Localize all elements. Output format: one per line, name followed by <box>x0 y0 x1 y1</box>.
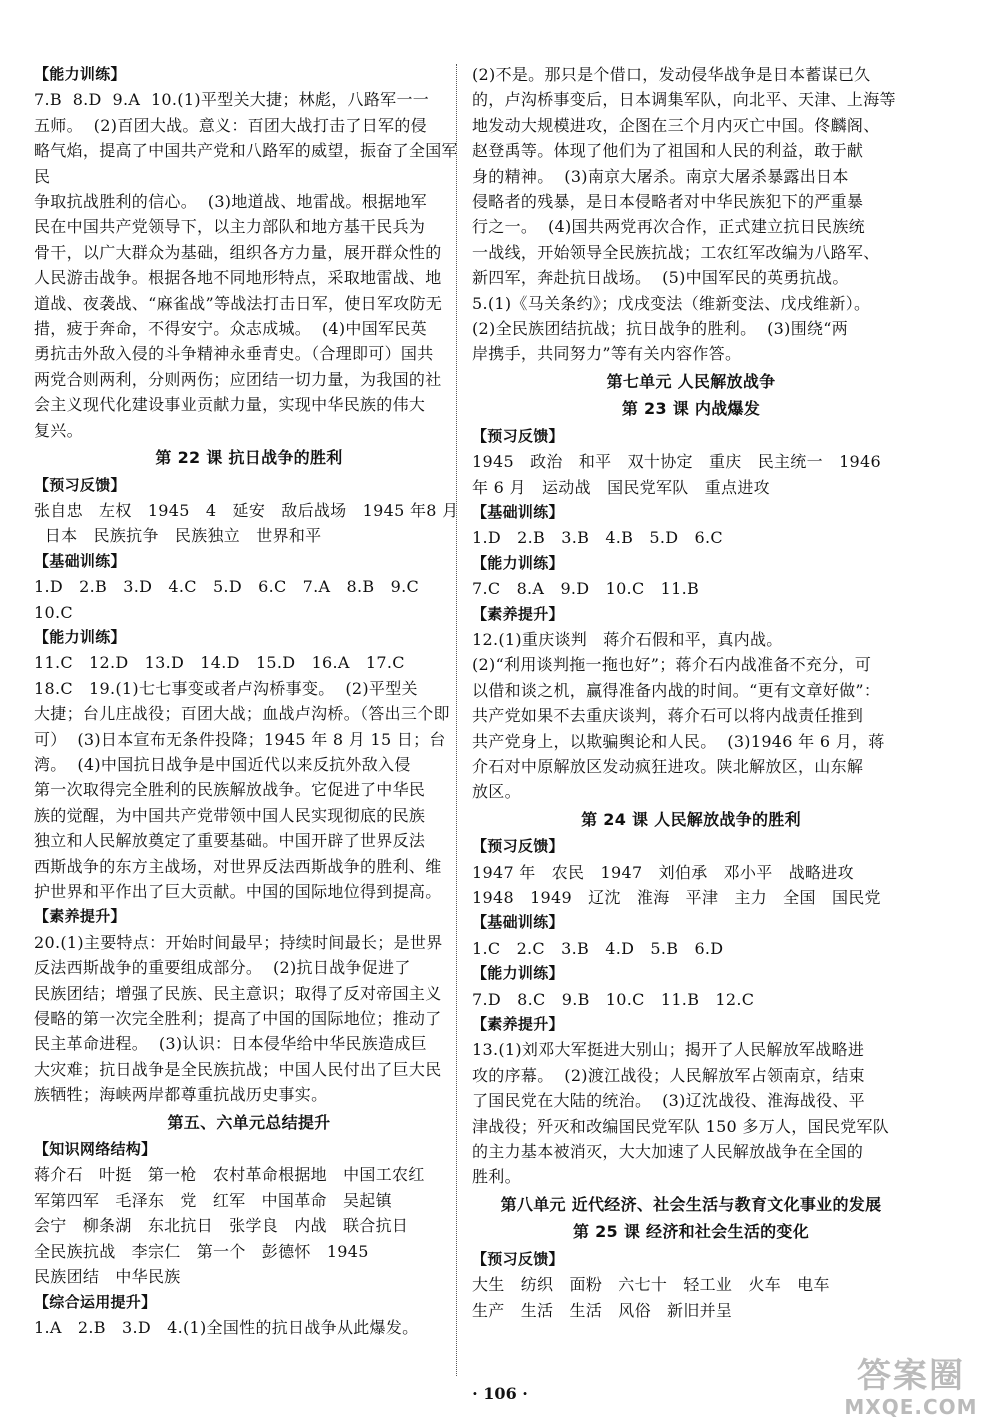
answer-line: 全民族抗战 李宗仁 第一个 彭德怀 1945 <box>34 1241 369 1261</box>
answer-line: (2)“利用谈判拖一拖也好”；蒋介石内战准备不充分，可 <box>472 655 872 675</box>
answer-line: 大生 纺织 面粉 六七十 轻工业 火车 电车 <box>472 1275 830 1295</box>
answer-line: 侵略者的残暴，是日本侵略者对中华民族犯下的严重暴 <box>472 192 864 212</box>
right-column <box>472 62 910 1323</box>
answer-line: 5.(1)《马关条约》；戊戌变法（维新变法、戊戌维新）。 <box>472 293 871 313</box>
answer-line: 军第四军 毛泽东 党 红军 中国革命 吴起镇 <box>34 1190 392 1210</box>
answer-line: 18.C 19.(1)七七事变或者卢沟桥事变。 (2)平型关 <box>34 678 418 698</box>
answer-line: 10.C <box>34 602 73 622</box>
answer-line: 1.D 2.B 3.B 4.B 5.D 6.C <box>472 528 723 548</box>
answer-line: 岸携手，共同努力”等有关内容作答。 <box>472 344 742 364</box>
answer-line: 13.(1)刘邓大军挺进大别山；揭开了人民解放军战略进 <box>472 1040 865 1060</box>
answer-line: 了国民党在大陆的统治。 (3)辽沈战役、淮海战役、平 <box>472 1091 865 1111</box>
answer-line: 地发动大规模进攻，企图在三个月内灭亡中国。佟麟阁、 <box>472 115 880 135</box>
answer-line: 日本 民族抗争 民族独立 世界和平 <box>34 526 322 546</box>
answer-line: 年 6 月 运动战 国民党军队 重点进攻 <box>472 477 770 497</box>
left-column <box>34 62 464 1340</box>
answer-line: 道战、夜袭战、“麻雀战”等战法打击日军，使日军攻防无 <box>34 293 443 313</box>
lesson-title: 第 23 课 内战爆发 <box>621 399 761 419</box>
answer-line: 1947 年 农民 1947 刘伯承 邓小平 战略进攻 <box>472 862 854 882</box>
section-heading: 【预习反馈】 <box>472 1249 564 1268</box>
section-heading: 【预习反馈】 <box>472 426 564 445</box>
watermark-bottom: MXQE.COM <box>844 1395 978 1419</box>
answer-line: 反法西斯战争的重要组成部分。 (2)抗日战争促进了 <box>34 958 411 978</box>
answer-line: 会宁 柳条湖 东北抗日 张学良 内战 联合抗日 <box>34 1216 409 1236</box>
answer-line: 1945 政治 和平 双十协定 重庆 民主统一 1946 <box>472 452 881 472</box>
answer-line: 新四军，奔赴抗日战场。 (5)中国军民的英勇抗战。 <box>472 268 849 288</box>
answer-line: 湾。 (4)中国抗日战争是中国近代以来反抗外敌入侵 <box>34 754 411 774</box>
answer-line: 护世界和平作出了巨大贡献。中国的国际地位得到提高。 <box>34 882 442 901</box>
answer-line: (2)不是。那只是个借口，发动侵华战争是日本蓄谋已久 <box>472 65 871 84</box>
section-heading: 【基础训练】 <box>472 502 564 521</box>
answer-line: 第一次取得完全胜利的民族解放战争。它促进了中华民 <box>34 780 426 800</box>
answer-line: 大灾难；抗日战争是全民族抗战；中国人民付出了巨大民 <box>34 1059 442 1079</box>
answer-line: 会主义现代化建设事业贡献力量，实现中华民族的伟大 <box>34 395 426 415</box>
lesson-title: 第 25 课 经济和社会生活的变化 <box>572 1222 810 1242</box>
answer-line: 民族团结；增强了民族、民主意识；取得了反对帝国主义 <box>34 983 442 1003</box>
section-heading: 【基础训练】 <box>34 551 126 570</box>
section-heading: 【素养提升】 <box>472 604 564 623</box>
watermark-logo <box>836 1356 986 1422</box>
answer-line: 介石对中原解放区发动疯狂进攻。陕北解放区，山东解 <box>472 756 864 776</box>
answer-line: 复兴。 <box>34 420 83 440</box>
answer-line: 张自忠 左权 1945 4 延安 敌后战场 1945 年8 月 <box>34 500 459 520</box>
answer-line: 大捷；台儿庄战役；百团大战；血战卢沟桥。（答出三个即 <box>34 704 450 724</box>
answer-line: 7.D 8.C 9.B 10.C 11.B 12.C <box>472 989 755 1009</box>
answer-line: 7.C 8.A 9.D 10.C 11.B <box>472 579 700 599</box>
answer-line: 的，卢沟桥事变后，日本调集军队，向北平、天津、上海等 <box>472 90 896 110</box>
section-heading: 【能力训练】 <box>472 964 564 983</box>
answer-line: 勇抗击外敌入侵的斗争精神永垂青史。（合理即可）国共 <box>34 344 434 364</box>
answer-line: 攻的序幕。 (2)渡江战役；人民解放军占领南京，结束 <box>472 1065 865 1085</box>
answer-line: 以借和谈之机，赢得准备内战的时间。“更有文章好做”： <box>472 680 881 700</box>
section-heading: 【预习反馈】 <box>472 837 564 856</box>
lesson-title: 第八单元 近代经济、社会生活与教育文化事业的发展 <box>500 1194 882 1214</box>
answer-line: 民在中国共产党领导下，以主力部队和地方基干民兵为 <box>34 217 426 237</box>
answer-line: 共产党身上，以欺骗舆论和人民。 (3)1946 年 6 月，蒋 <box>472 731 885 751</box>
answer-line: 一战线，开始领导全民族抗战；工农红军改编为八路军、 <box>472 242 880 262</box>
answer-line: 1.D 2.B 3.D 4.C 5.D 6.C 7.A 8.B 9.C <box>34 577 420 597</box>
answer-line: 蒋介石 叶挺 第一枪 农村革命根据地 中国工农红 <box>34 1165 425 1185</box>
lesson-title: 第 24 课 人民解放战争的胜利 <box>581 809 801 829</box>
section-heading: 【能力训练】 <box>34 627 126 646</box>
answer-line: 族的觉醒，为中国共产党带领中国人民实现彻底的民族 <box>34 805 426 825</box>
answer-line: 略气焰，提高了中国共产党和八路军的威望，振奋了全国军民 <box>34 141 458 186</box>
section-heading: 【素养提升】 <box>472 1015 564 1034</box>
section-heading: 【基础训练】 <box>472 913 564 932</box>
column-divider <box>456 64 457 1376</box>
answer-line: 身的精神。 (3)南京大屠杀。南京大屠杀暴露出日本 <box>472 166 849 186</box>
answer-line: 骨干，以广大群众为基础，组织各方力量，展开群众性的 <box>34 242 442 262</box>
answer-line: 人民游击战争。根据各地不同地形特点，采取地雷战、地 <box>34 268 442 288</box>
answer-line: 五师。 (2)百团大战。意义：百团大战打击了日军的侵 <box>34 115 427 135</box>
answer-line: 20.(1)主要特点：开始时间最早；持续时间最长；是世界 <box>34 932 443 952</box>
lesson-title: 第七单元 人民解放战争 <box>606 371 776 391</box>
answer-line: 行之一。 (4)国共两党再次合作，正式建立抗日民族统 <box>472 217 865 237</box>
answer-line: 11.C 12.D 13.D 14.D 15.D 16.A 17.C <box>34 653 405 673</box>
answer-line: 民族团结 中华民族 <box>34 1267 181 1287</box>
answer-line: 民主革命进程。 (3)认识：日本侵华给中华民族造成巨 <box>34 1034 427 1054</box>
lesson-title: 第五、六单元总结提升 <box>167 1112 331 1132</box>
section-heading: 【素养提升】 <box>34 907 126 926</box>
answer-line: 两党合则两利，分则两伤；应团结一切力量，为我国的社 <box>34 369 442 389</box>
answer-line: 措，疲于奔命，不得安宁。众志成城。 (4)中国军民英 <box>34 319 427 339</box>
answer-line: 共产党如果不去重庆谈判，蒋介石可以将内战责任推到 <box>472 706 864 726</box>
answer-line: 的主力基本被消灭，大大加速了人民解放战争在全国的 <box>472 1142 864 1162</box>
answer-line: 西斯战争的东方主战场，对世界反法西斯战争的胜利、维 <box>34 856 442 876</box>
answer-line: 胜利。 <box>472 1167 521 1187</box>
answer-line: 放区。 <box>472 782 521 802</box>
answer-line: (2)全民族团结抗战；抗日战争的胜利。 (3)围绕“两 <box>472 319 849 339</box>
answer-line: 1948 1949 辽沈 淮海 平津 主力 全国 国民党 <box>472 888 881 907</box>
section-heading: 【能力训练】 <box>472 553 564 572</box>
answer-line: 独立和人民解放奠定了重要基础。中国开辟了世界反法 <box>34 831 426 851</box>
answer-line: 津战役；歼灭和改编国民党军队 150 多万人，国民党军队 <box>472 1116 890 1136</box>
answer-line: 争取抗战胜利的信心。 (3)地道战、地雷战。根据地军 <box>34 192 427 212</box>
lesson-title: 第 22 课 抗日战争的胜利 <box>155 448 343 468</box>
answer-line: 7.B 8.D 9.A 10.(1)平型关大捷；林彪，八路军一一 <box>34 90 430 110</box>
section-heading: 【预习反馈】 <box>34 475 126 494</box>
section-heading: 【能力训练】 <box>34 65 126 83</box>
answer-line: 生产 生活 生活 风俗 新旧并呈 <box>472 1300 733 1320</box>
answer-line: 1.A 2.B 3.D 4.(1)全国性的抗日战争从此爆发。 <box>34 1317 419 1337</box>
answer-line: 赵登禹等。体现了他们为了祖国和人民的利益，敢于献 <box>472 141 864 161</box>
watermark-top: 答案圈 <box>857 1356 965 1396</box>
answer-line: 侵略的第一次完全胜利；提高了中国的国际地位；推动了 <box>34 1009 442 1029</box>
answer-line: 族牺牲；海峡两岸都尊重抗战历史事实。 <box>34 1085 328 1105</box>
page-number: · 106 · <box>472 1384 528 1403</box>
answer-line: 可） (3)日本宣布无条件投降；1945 年 8 月 15 日；台 <box>34 729 446 749</box>
section-heading: 【知识网络结构】 <box>34 1140 157 1159</box>
answer-line: 1.C 2.C 3.B 4.D 5.B 6.D <box>472 938 724 958</box>
section-heading: 【综合运用提升】 <box>34 1292 157 1311</box>
answer-line: 12.(1)重庆谈判 蒋介石假和平，真内战。 <box>472 629 783 649</box>
